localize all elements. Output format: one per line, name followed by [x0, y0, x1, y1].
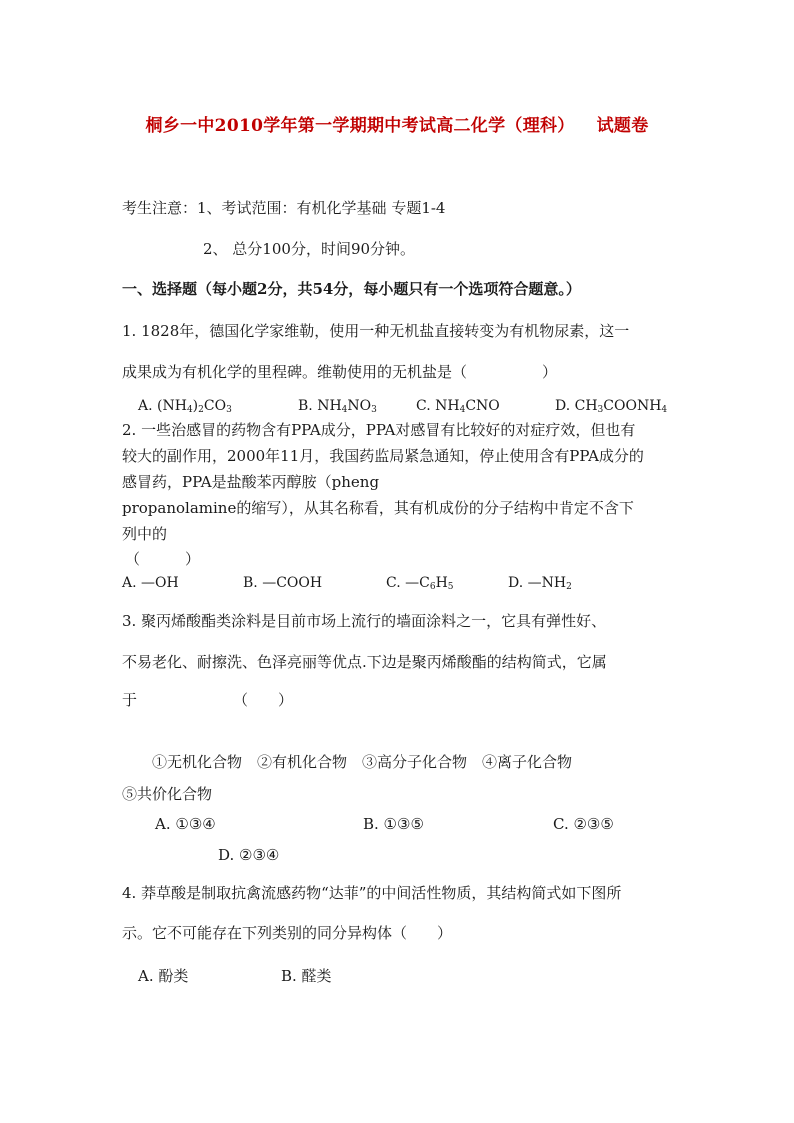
q2-option-a: A. —OH — [122, 575, 179, 591]
page-title — [0, 111, 794, 136]
notice-line-1: 考生注意：1、考试范围：有机化学基础 专题1-4 — [122, 199, 446, 217]
q2-line-2: 较大的副作用，2000年11月，我国药监局紧急通知，停止使用含有PPA成分的 — [122, 447, 644, 465]
q1-line-1: 1. 1828年，德国化学家维勒，使用一种无机盐直接转变为有机物尿素，这一 — [122, 322, 630, 340]
q3-choices-2: ⑤共价化合物 — [122, 785, 213, 803]
q2-option-c: C. $—C_6H_5$ — [386, 575, 454, 592]
q1-option-d: D. $CH_3COONH_4$ — [555, 398, 668, 415]
q3-option-b: B. ①③⑤ — [363, 815, 424, 833]
q3-line-3-a: 于 — [122, 691, 138, 709]
notice-line-2: 2、 总分100分，时间90分钟。 — [203, 240, 416, 258]
q3-line-2: 不易老化、耐擦洗、色泽亮丽等优点.下边是聚丙烯酸酯的结构简式，它属 — [122, 653, 607, 671]
q3-option-c: C. ②③⑤ — [553, 815, 614, 833]
q4-option-b: B. 醛类 — [281, 967, 332, 985]
q2-line-6: （ ） — [125, 550, 201, 568]
q3-option-a: A. ①③④ — [155, 815, 216, 833]
q3-line-3-b: （ ） — [233, 691, 294, 709]
q3-line-1: 3. 聚丙烯酸酯类涂料是目前市场上流行的墙面涂料之一，它具有弹性好、 — [122, 612, 607, 630]
q1-line-2: 成果成为有机化学的里程碑。维勒使用的无机盐是（ ） — [122, 363, 558, 381]
q2-line-1: 2. 一些治感冒的药物含有PPA成分，PPA对感冒有比较好的对症疗效，但也有 — [122, 421, 636, 439]
q2-option-d: D. $—NH_2$ — [508, 575, 572, 592]
q2-line-3: 感冒药，PPA是盐酸苯丙醇胺（pheng — [122, 473, 380, 491]
q2-option-b: B. —COOH — [243, 575, 323, 591]
title-suffix: 试题卷 — [596, 116, 649, 136]
q1-option-b: B. $NH_4NO_3$ — [298, 398, 377, 415]
q3-choices: ①无机化合物 ②有机化合物 ③高分子化合物 ④离子化合物 — [152, 753, 573, 771]
q3-option-d: D. ②③④ — [218, 846, 280, 864]
q1-option-c: C. $NH_4CNO$ — [416, 398, 500, 415]
q4-line-2: 示。它不可能存在下列类别的同分异构体（ ） — [122, 924, 453, 942]
q1-option-a: A. $(NH_4)_2CO_3$ — [138, 398, 232, 415]
q2-line-4: propanolamine的缩写），从其名称看，其有机成份的分子结构中肯定不含下 — [122, 499, 634, 517]
title-main: 桐乡一中2010学年第一学期期中考试高二化学（理科） — [145, 116, 575, 136]
q4-line-1: 4. 莽草酸是制取抗禽流感药物“达菲”的中间活性物质，其结构简式如下图所 — [122, 884, 622, 902]
q2-line-5: 列中的 — [122, 525, 168, 543]
section-heading: 一、选择题（每小题2分，共54分，每小题只有一个选项符合题意。） — [122, 280, 581, 298]
q4-option-a: A. 酚类 — [138, 967, 189, 985]
